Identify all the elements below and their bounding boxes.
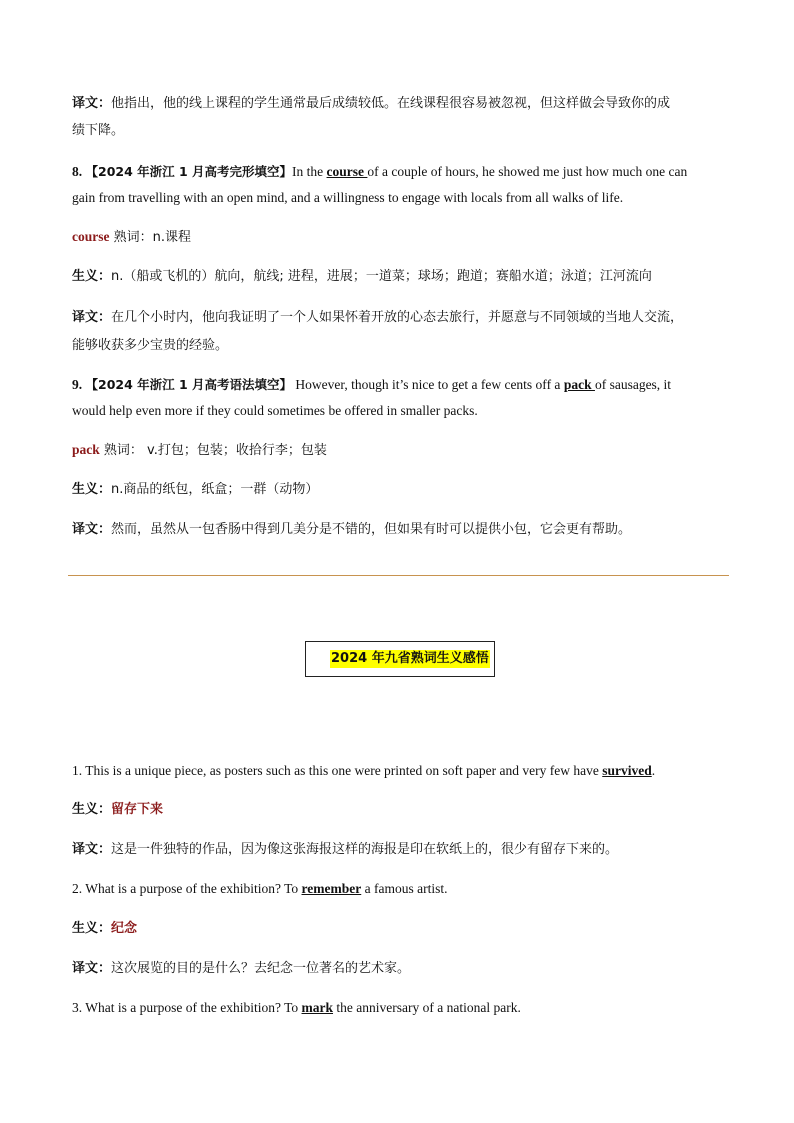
question-8 [72, 163, 732, 181]
example-sentence [72, 999, 732, 1017]
keyword-label: course [72, 229, 110, 244]
translation-line [72, 122, 732, 140]
new-meaning [72, 481, 732, 499]
translation-text: 在几个小时内，他向我证明了一个人如果怀着开放的心态去旅行，并愿意与不同领域的当地人交流， [111, 310, 684, 325]
known-meaning [72, 441, 732, 460]
translation-line [72, 960, 732, 978]
keyword-label: pack [72, 442, 100, 457]
translation-label: 译文： [72, 842, 112, 857]
translation-text: 这是一件独特的作品，因为像这张海报这样的海报是印在软纸上的，很少有留存下来的。 [111, 842, 619, 857]
new-meaning [72, 268, 732, 286]
sentence-text: 2. What is a purpose of the exhibition? To [72, 881, 302, 896]
translation-line [72, 337, 732, 355]
translation-label: 译文： [72, 310, 112, 325]
new-meaning-label: 生义： [72, 802, 112, 817]
question-source: 【2024 年浙江 1 月高考完形填空】 [85, 164, 293, 179]
question-number: 9. [72, 377, 86, 392]
sentence-text: In the [292, 164, 327, 179]
sentence-text: would help even more if they could sometimes be offered in smaller packs. [72, 403, 478, 418]
known-meaning [72, 228, 732, 247]
sentence-line [72, 189, 732, 207]
sentence-line [72, 402, 732, 420]
keyword-course: course [326, 164, 368, 179]
question-9 [72, 376, 732, 394]
sentence-text: a famous artist. [361, 881, 448, 896]
keyword-remember: remember [301, 881, 362, 896]
translation-text: 绩下降。 [72, 123, 125, 138]
sentence-text: 1. This is a unique piece, as posters such as this one were printed on soft paper and very few have [72, 763, 603, 778]
keyword-mark: mark [301, 1000, 334, 1015]
section-title-box [305, 641, 495, 677]
new-meaning [72, 920, 732, 938]
sentence-text: of sausages, it [594, 377, 672, 392]
example-sentence [72, 880, 732, 898]
new-meaning-label: 生义： [72, 269, 112, 284]
question-number: 8. [72, 164, 86, 179]
translation-label: 译文： [72, 961, 112, 976]
translation-text: 然而，虽然从一包香肠中得到几美分是不错的，但如果有时可以提供小包，它会更有帮助。 [111, 522, 632, 537]
translation-line [72, 95, 732, 113]
new-meaning [72, 801, 732, 819]
sentence-text: of a couple of hours, he showed me just how much one can [367, 164, 688, 179]
example-sentence [72, 762, 732, 780]
known-meaning-text: 熟词： v.打包；包装；收拾行李；包装 [99, 443, 327, 458]
keyword-pack: pack [563, 377, 595, 392]
new-meaning-text: n.（船或飞机的）航向，航线; 进程，进展；一道菜；球场；跑道；赛船水道；泳道；江河流向 [111, 269, 652, 284]
translation-label: 译文： [72, 522, 112, 537]
translation-text: 能够收获多少宝贵的经验。 [72, 338, 229, 353]
new-meaning-label: 生义： [72, 482, 112, 497]
keyword-survived: survived [602, 763, 652, 778]
new-meaning-text: 留存下来 [111, 802, 164, 817]
sentence-text: . [651, 763, 656, 778]
sentence-text: 3. What is a purpose of the exhibition? To [72, 1000, 302, 1015]
sentence-text: However, though it’s nice to get a few cents off a [292, 377, 564, 392]
sentence-text: the anniversary of a national park. [333, 1000, 521, 1015]
translation-line [72, 309, 732, 327]
sentence-text: gain from travelling with an open mind, and a willingness to engage with locals from all walks of life. [72, 190, 624, 205]
question-source: 【2024 年浙江 1 月高考语法填空】 [85, 377, 293, 392]
new-meaning-text: 纪念 [111, 921, 138, 936]
translation-text: 这次展览的目的是什么？去纪念一位著名的艺术家。 [111, 961, 411, 976]
section-title: 2024 年九省熟词生义感悟 [331, 651, 489, 666]
section-divider [68, 575, 729, 576]
translation-line [72, 841, 732, 859]
new-meaning-label: 生义： [72, 921, 112, 936]
translation-label: 译文： [72, 96, 112, 111]
known-meaning-text: 熟词：n.课程 [109, 230, 192, 245]
translation-line [72, 521, 732, 539]
new-meaning-text: n.商品的纸包，纸盒；一群（动物） [111, 482, 319, 497]
translation-text: 他指出，他的线上课程的学生通常最后成绩较低。在线课程很容易被忽视，但这样做会导致你的成 [111, 96, 671, 111]
